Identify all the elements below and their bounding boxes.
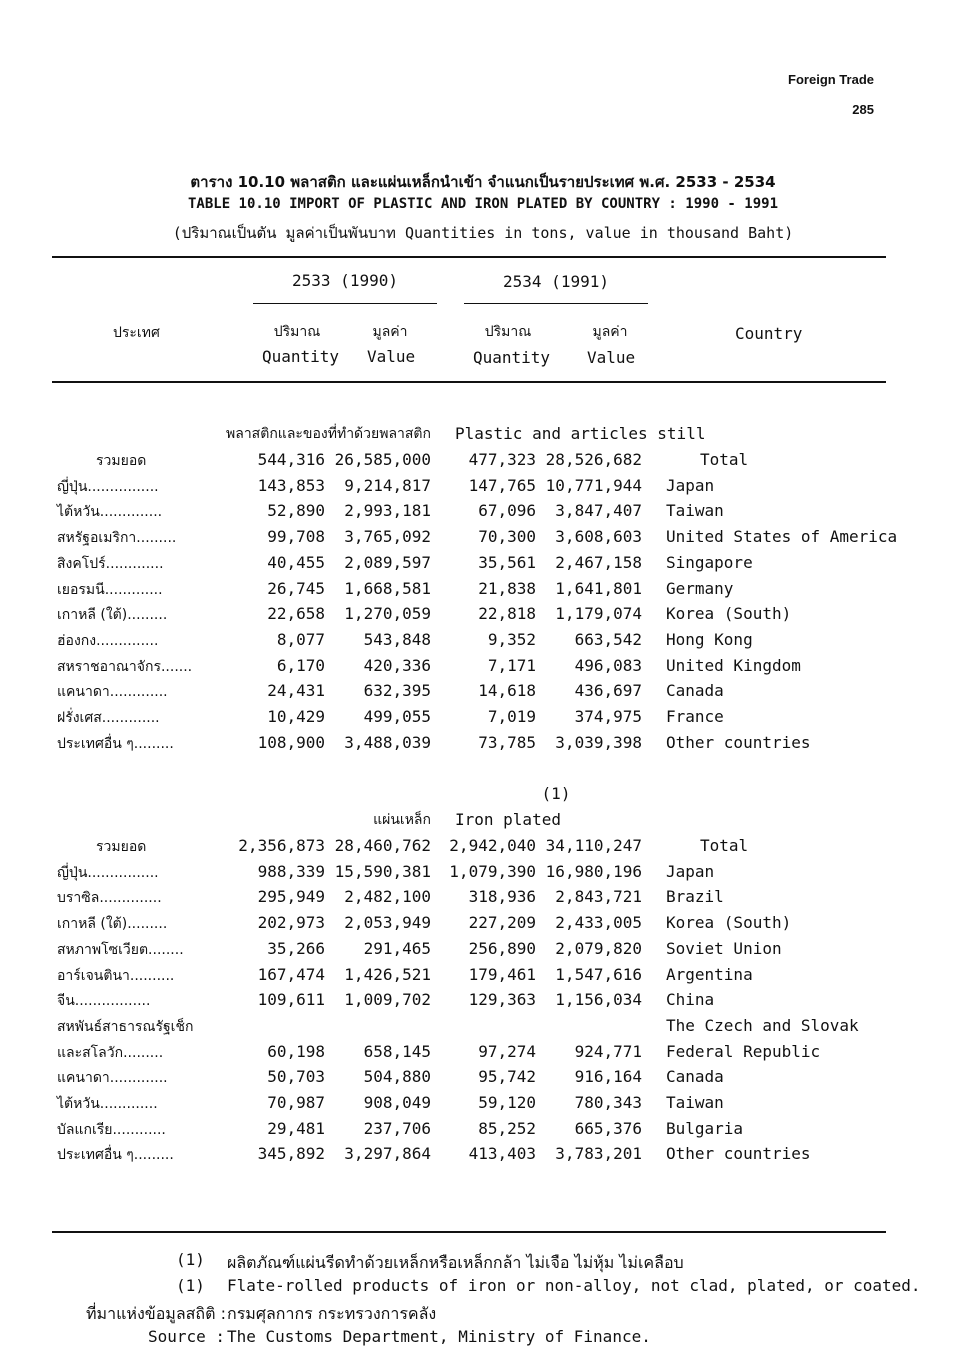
cell-v1: 504,880 [363,1067,431,1087]
cell-v2: 1,156,034 [555,990,642,1010]
table-title-thai: ตาราง 10.10 พลาสติก และแผ่นเหล็กนำเข้า จำแนกเป็นรายประเทศ พ.ศ. 2533 - 2534 [190,173,776,191]
qty2-header-thai: ปริมาณ [484,324,532,340]
cell-q2: 97,274 [478,1041,536,1061]
total-label-english: Total [700,836,749,855]
cell-v1: 237,706 [363,1118,431,1138]
cell-q2: 70,300 [478,527,536,547]
val1-header-thai: มูลค่า [372,324,408,340]
country-thai: ไต้หวัน.............. [57,504,163,521]
cell-q2: 318,936 [468,887,536,907]
total-v1: 26,585,000 [334,450,431,469]
country-thai: สหภาพโซเวียต........ [57,941,184,958]
country-english: Other countries [666,732,811,752]
total-v2: 28,526,682 [545,450,642,469]
table-bottom-rule [52,1231,886,1233]
country-english: Bulgaria [666,1118,744,1138]
cell-q2: 147,765 [468,475,536,495]
country-thai: แคนาดา............. [57,1070,168,1087]
footnote-marker-thai: (1) [176,1250,205,1269]
country-english: Japan [666,475,715,495]
cell-v2: 496,083 [574,655,642,675]
cell-q2: 21,838 [478,578,536,598]
cell-v1: 1,270,059 [344,604,431,624]
country-english: Taiwan [666,1093,724,1112]
cell-v2: 2,433,005 [555,913,642,933]
cell-v2: 924,771 [574,1041,642,1061]
country-thai: สหราชอาณาจักร....... [57,658,193,675]
total-label-thai: รวมยอด [96,839,147,855]
section-title-thai: แผ่นเหล็ก [373,812,431,828]
total-v2: 34,110,247 [545,836,642,855]
country-english: United States of America [666,527,898,547]
total-q1: 2,356,873 [238,836,325,855]
year1-header: 2533 (1990) [292,271,398,290]
year2-rule [464,303,648,304]
cell-q2: 7,171 [487,655,536,675]
cell-q2: 59,120 [478,1093,536,1112]
cell-v2: 3,039,398 [555,732,642,752]
country-thai: ไต้หวัน............. [57,1096,158,1112]
cell-q2: 9,352 [487,629,536,649]
cell-v1: 2,482,100 [344,887,431,907]
footnote-marker-english: (1) [176,1276,205,1295]
country-english: Soviet Union [666,938,782,958]
country-english: The Czech and Slovak [666,1015,859,1035]
cell-v1: 1,426,521 [344,964,431,984]
cell-q1: 22,658 [267,604,325,624]
cell-q2: 227,209 [468,913,536,933]
cell-q1: 988,339 [257,861,325,881]
qty1-header-english: Quantity [262,347,340,366]
cell-v1: 3,297,864 [344,1144,431,1164]
cell-v2: 2,843,721 [555,887,642,907]
cell-v2: 1,547,616 [555,964,642,984]
year1-rule [253,303,437,304]
cell-v1: 658,145 [363,1041,431,1061]
country-thai: สิงคโปร์............. [57,555,164,572]
total-q2: 2,942,040 [449,836,536,855]
country-thai: เยอรมนี............. [57,581,163,598]
country-english: Other countries [666,1144,811,1164]
cell-v2: 1,179,074 [555,604,642,624]
cell-q2: 73,785 [478,732,536,752]
country-english: Hong Kong [666,629,753,649]
cell-v1: 1,668,581 [344,578,431,598]
country-thai: ญี่ปุ่น................ [57,864,159,881]
country-thai: ญี่ปุ่น................ [57,478,159,495]
country-thai: บัลแกเรีย............ [57,1121,166,1138]
cell-q1: 143,853 [257,475,325,495]
cell-v2: 2,079,820 [555,938,642,958]
cell-q1: 29,481 [267,1118,325,1138]
cell-v1: 499,055 [363,707,431,726]
cell-q1: 6,170 [276,655,325,675]
val1-header-english: Value [367,347,416,366]
cell-v2: 665,376 [574,1118,642,1138]
cell-q1: 108,900 [257,732,325,752]
country-english: Korea (South) [666,604,792,624]
section-title-english: Iron plated [455,810,561,829]
total-q2: 477,323 [468,450,536,469]
cell-v1: 291,465 [363,938,431,958]
cell-v1: 2,053,949 [344,913,431,933]
country-english: Japan [666,861,715,881]
country-english: United Kingdom [666,655,801,675]
cell-v2: 2,467,158 [555,552,642,572]
country-english: Taiwan [666,501,724,521]
cell-v1: 2,089,597 [344,552,431,572]
table-units: (ปริมาณเป็นตัน มูลค่าเป็นพันบาท Quantities in tons, value in thousand Baht) [172,224,794,242]
country-thai: และสโลวัก......... [57,1044,164,1061]
val2-header-english: Value [587,348,636,367]
country-thai: สหพันธ์สาธารณรัฐเช็ก [57,1018,194,1035]
country-thai: อาร์เจนตินา.......... [57,967,175,984]
country-english: Canada [666,1067,724,1087]
section-title-thai: พลาสติกและของที่ทำด้วยพลาสติก [226,426,431,442]
country-english: Korea (South) [666,913,792,933]
header-bottom-rule [52,381,886,383]
cell-v2: 3,783,201 [555,1144,642,1164]
cell-q2: 22,818 [478,604,536,624]
country-thai: ประเทศอื่น ๆ......... [57,735,174,752]
page-number: 285 [852,102,874,117]
cell-v2: 1,641,801 [555,578,642,598]
cell-v1: 908,049 [363,1093,431,1112]
cell-q1: 295,949 [257,887,325,907]
country-thai: แคนาดา............. [57,684,168,701]
table-title-english: TABLE 10.10 IMPORT OF PLASTIC AND IRON PLATED BY COUNTRY : 1990 - 1991 [187,196,778,212]
cell-q1: 10,429 [267,707,325,726]
cell-q2: 14,618 [478,681,536,701]
cell-q1: 202,973 [257,913,325,933]
qty2-header-english: Quantity [473,348,551,367]
cell-q1: 109,611 [257,990,325,1010]
country-thai: ฝรั่งเศส............. [57,710,160,726]
country-header-thai: ประเทศ [113,325,160,341]
cell-q2: 85,252 [478,1118,536,1138]
cell-v1: 1,009,702 [344,990,431,1010]
footnote-thai: ผลิตภัณฑ์แผ่นรีดทำด้วยเหล็กหรือเหล็กกล้า ไม่เจือ ไม่หุ้ม ไม่เคลือบ [227,1253,684,1272]
cell-q1: 99,708 [267,527,325,547]
cell-q2: 1,079,390 [449,861,536,881]
cell-q2: 95,742 [478,1067,536,1087]
cell-v2: 663,542 [574,629,642,649]
country-english: Federal Republic [666,1041,821,1061]
total-label-thai: รวมยอด [96,453,147,469]
source-english: The Customs Department, Ministry of Finance. [227,1327,651,1346]
country-english: Brazil [666,887,724,907]
country-english: Canada [666,681,724,701]
running-header: Foreign Trade [788,72,874,87]
country-english: Germany [666,578,734,598]
country-thai: บราซิล.............. [57,890,162,907]
country-english: Argentina [666,964,753,984]
cell-q1: 167,474 [257,964,325,984]
cell-q2: 129,363 [468,990,536,1010]
cell-q1: 40,455 [267,552,325,572]
cell-q2: 35,561 [478,552,536,572]
cell-v2: 10,771,944 [545,475,642,495]
cell-v1: 543,848 [363,629,431,649]
source-label-thai: ที่มาแห่งข้อมูลสถิติ : [86,1304,226,1323]
val2-header-thai: มูลค่า [592,324,628,340]
section-note-marker: (1) [541,784,571,803]
country-thai: จีน................. [57,993,151,1010]
year2-header: 2534 (1991) [503,272,609,291]
cell-q2: 413,403 [468,1144,536,1164]
cell-v1: 420,336 [363,655,431,675]
cell-v2: 916,164 [574,1067,642,1087]
cell-v2: 436,697 [574,681,642,701]
country-english: France [666,707,724,726]
cell-q2: 67,096 [478,501,536,521]
cell-v1: 3,488,039 [344,732,431,752]
total-v1: 28,460,762 [334,836,431,855]
footnote-english: Flate-rolled products of iron or non-alloy, not clad, plated, or coated. [227,1276,921,1295]
cell-q2: 256,890 [468,938,536,958]
country-header-english: Country [735,324,803,343]
country-thai: ประเทศอื่น ๆ......... [57,1147,174,1164]
cell-q2: 179,461 [468,964,536,984]
country-english: China [666,990,715,1010]
cell-v2: 3,608,603 [555,527,642,547]
cell-q1: 35,266 [267,938,325,958]
country-english: Singapore [666,552,753,572]
cell-v1: 15,590,381 [334,861,431,881]
cell-v2: 3,847,407 [555,501,642,521]
total-label-english: Total [700,450,749,469]
cell-q1: 52,890 [267,501,325,521]
source-label-english: Source : [148,1327,226,1346]
cell-v2: 374,975 [574,707,642,726]
cell-v1: 632,395 [363,681,431,701]
cell-v1: 9,214,817 [344,475,431,495]
cell-v2: 780,343 [574,1093,642,1112]
country-thai: เกาหลี (ใต้)......... [57,607,168,624]
total-q1: 544,316 [257,450,325,469]
cell-v1: 2,993,181 [344,501,431,521]
section-title-english: Plastic and articles still [455,424,706,443]
cell-q2: 7,019 [487,707,536,726]
country-thai: เกาหลี (ใต้)......... [57,916,168,933]
cell-q1: 26,745 [267,578,325,598]
cell-q1: 50,703 [267,1067,325,1087]
qty1-header-thai: ปริมาณ [273,324,321,340]
table-top-rule [52,256,886,258]
cell-q1: 8,077 [276,629,325,649]
cell-v1: 3,765,092 [344,527,431,547]
country-thai: ฮ่องกง.............. [57,632,159,649]
cell-q1: 24,431 [267,681,325,701]
cell-q1: 70,987 [267,1093,325,1112]
country-thai: สหรัฐอเมริกา......... [57,530,177,547]
cell-q1: 60,198 [267,1041,325,1061]
cell-q1: 345,892 [257,1144,325,1164]
cell-v2: 16,980,196 [545,861,642,881]
source-thai: กรมศุลกากร กระทรวงการคลัง [227,1304,437,1323]
